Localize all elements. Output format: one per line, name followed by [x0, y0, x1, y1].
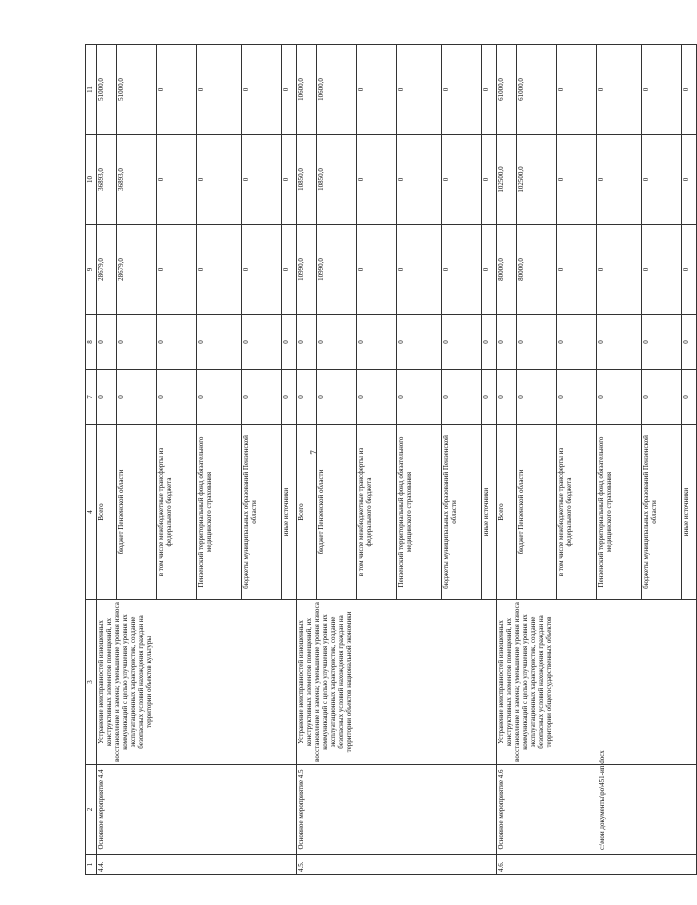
- activity-name: Основное мероприятие 4.5: [297, 765, 497, 855]
- value-cell: 0: [517, 315, 557, 370]
- value-cell: 0: [442, 370, 482, 425]
- value-cell: 10600,0: [297, 45, 317, 135]
- value-cell: 0: [397, 45, 442, 135]
- value-cell: 0: [517, 370, 557, 425]
- value-cell: 0: [557, 315, 597, 370]
- value-cell: 0: [197, 45, 242, 135]
- footer-file-path: c:\мои документы\ро\451-ип.docx: [598, 750, 606, 850]
- value-cell: 102500,0: [497, 135, 517, 225]
- funding-source: бюджет Пензенской области: [517, 425, 557, 600]
- value-cell: 0: [642, 135, 682, 225]
- value-cell: 0: [482, 370, 497, 425]
- value-cell: 0: [242, 370, 282, 425]
- value-cell: 0: [297, 370, 317, 425]
- value-cell: 0: [682, 370, 697, 425]
- value-cell: 0: [557, 225, 597, 315]
- value-cell: 0: [297, 315, 317, 370]
- value-cell: 0: [117, 370, 157, 425]
- row-number: 4.4.: [97, 855, 297, 875]
- value-cell: 61000,0: [497, 45, 517, 135]
- value-cell: 0: [442, 45, 482, 135]
- funding-source: Всего: [297, 425, 317, 600]
- activity-name: Основное мероприятие 4.6: [497, 765, 697, 855]
- header-cell: 8: [86, 315, 97, 370]
- value-cell: 0: [682, 135, 697, 225]
- value-cell: 0: [682, 315, 697, 370]
- funding-source: иные источники: [282, 425, 297, 600]
- header-cell: 1: [86, 855, 97, 875]
- header-cell: 2: [86, 765, 97, 855]
- value-cell: 0: [97, 370, 117, 425]
- value-cell: 0: [197, 225, 242, 315]
- value-cell: 10850,0: [297, 135, 317, 225]
- header-row: [86, 45, 97, 875]
- value-cell: 0: [442, 225, 482, 315]
- value-cell: 0: [442, 315, 482, 370]
- funding-source: Пензенский территориальный фонд обязательного медицинского страхования: [397, 425, 442, 600]
- header-cell: 10: [86, 135, 97, 225]
- funding-source: бюджеты муниципальных образований Пензенской области: [442, 425, 482, 600]
- value-cell: 51000,0: [97, 45, 117, 135]
- value-cell: 0: [597, 135, 642, 225]
- value-cell: 0: [197, 135, 242, 225]
- value-cell: 0: [317, 315, 357, 370]
- value-cell: 0: [682, 225, 697, 315]
- funding-source: бюджет Пензенской области: [117, 425, 157, 600]
- value-cell: 0: [282, 45, 297, 135]
- value-cell: 0: [597, 225, 642, 315]
- value-cell: 0: [557, 135, 597, 225]
- value-cell: 36893,0: [117, 135, 157, 225]
- value-cell: 0: [157, 315, 197, 370]
- activity-name: Основное мероприятие 4.4: [97, 765, 297, 855]
- value-cell: 0: [642, 225, 682, 315]
- value-cell: 0: [482, 315, 497, 370]
- funding-table: [85, 44, 697, 875]
- funding-source: Пензенский территориальный фонд обязательного медицинского страхования: [597, 425, 642, 600]
- value-cell: 0: [242, 225, 282, 315]
- table-row: [497, 45, 517, 875]
- page-number: 7: [308, 450, 319, 455]
- header-cell: 7: [86, 370, 97, 425]
- value-cell: 0: [597, 45, 642, 135]
- value-cell: 0: [597, 370, 642, 425]
- funding-source: иные источники: [482, 425, 497, 600]
- value-cell: 28679,0: [97, 225, 117, 315]
- value-cell: 0: [357, 370, 397, 425]
- funding-source: в том числе межбюджетные трансферты из федерального бюджета: [357, 425, 397, 600]
- funding-source: бюджеты муниципальных образований Пензенской области: [242, 425, 282, 600]
- value-cell: 0: [357, 45, 397, 135]
- header-cell: 4: [86, 425, 97, 600]
- value-cell: 0: [282, 370, 297, 425]
- value-cell: 0: [157, 45, 197, 135]
- value-cell: 0: [242, 135, 282, 225]
- value-cell: 0: [157, 370, 197, 425]
- value-cell: 0: [557, 45, 597, 135]
- value-cell: 0: [482, 135, 497, 225]
- funding-source: иные источники: [682, 425, 697, 600]
- value-cell: 0: [242, 45, 282, 135]
- row-number: 4.6.: [497, 855, 697, 875]
- value-cell: 0: [357, 135, 397, 225]
- value-cell: 0: [117, 315, 157, 370]
- activity-description: Устранение неисправностей изношенных конструктивных элементов помещений, их восстановление и замена; уменьшение уровня износа коммуникаций с целью улучшения уровня их эксплуатационных характеристик, создание безопасных условий нахождения граждан на территории объектов культуры: [97, 600, 297, 765]
- table-row: [297, 45, 317, 875]
- value-cell: 0: [682, 45, 697, 135]
- value-cell: 0: [397, 315, 442, 370]
- value-cell: 51000,0: [117, 45, 157, 135]
- value-cell: 0: [357, 225, 397, 315]
- value-cell: 0: [557, 370, 597, 425]
- value-cell: 80000,0: [497, 225, 517, 315]
- funding-source: в том числе межбюджетные трансферты из федерального бюджета: [157, 425, 197, 600]
- value-cell: 0: [642, 45, 682, 135]
- value-cell: 0: [282, 315, 297, 370]
- value-cell: 80000,0: [517, 225, 557, 315]
- value-cell: 0: [242, 315, 282, 370]
- activity-description: Устранение неисправностей изношенных конструктивных элементов помещений, их восстановление и замена; уменьшение уровня износа коммуникаций с целью улучшения уровня их эксплуатационных характеристик, создание безопасных условий нахождения граждан на территории общегосударственных объектов: [497, 600, 697, 765]
- value-cell: 0: [197, 370, 242, 425]
- value-cell: 0: [442, 135, 482, 225]
- header-cell: 3: [86, 600, 97, 765]
- value-cell: 0: [482, 225, 497, 315]
- value-cell: 0: [497, 315, 517, 370]
- value-cell: 102500,0: [517, 135, 557, 225]
- header-cell: 9: [86, 225, 97, 315]
- funding-source: Всего: [97, 425, 117, 600]
- value-cell: 0: [282, 225, 297, 315]
- activity-description: Устранение неисправностей изношенных конструктивных элементов помещений, их восстановление и замена; уменьшение уровня износа коммуникаций с целью улучшения уровня их эксплуатационных характеристик, создание безопасных условий нахождения граждан на территории объектов национальной экономики: [297, 600, 497, 765]
- value-cell: 61000,0: [517, 45, 557, 135]
- value-cell: 10600,0: [317, 45, 357, 135]
- value-cell: 0: [497, 370, 517, 425]
- funding-source: бюджеты муниципальных образований Пензенской области: [642, 425, 682, 600]
- value-cell: 0: [397, 225, 442, 315]
- funding-source: бюджет Пензенской области: [317, 425, 357, 600]
- value-cell: 10990,0: [317, 225, 357, 315]
- value-cell: 0: [397, 135, 442, 225]
- value-cell: 10990,0: [297, 225, 317, 315]
- value-cell: 0: [157, 225, 197, 315]
- value-cell: 0: [357, 315, 397, 370]
- value-cell: 0: [482, 45, 497, 135]
- row-number: 4.5.: [297, 855, 497, 875]
- value-cell: 28679,0: [117, 225, 157, 315]
- value-cell: 0: [197, 315, 242, 370]
- funding-source: Пензенский территориальный фонд обязательного медицинского страхования: [197, 425, 242, 600]
- value-cell: 0: [157, 135, 197, 225]
- value-cell: 36893,0: [97, 135, 117, 225]
- value-cell: 10850,0: [317, 135, 357, 225]
- value-cell: 0: [317, 370, 357, 425]
- funding-source: Всего: [497, 425, 517, 600]
- value-cell: 0: [282, 135, 297, 225]
- header-cell: 11: [86, 45, 97, 135]
- value-cell: 0: [642, 370, 682, 425]
- table-row: [97, 45, 117, 875]
- value-cell: 0: [97, 315, 117, 370]
- value-cell: 0: [642, 315, 682, 370]
- value-cell: 0: [597, 315, 642, 370]
- funding-source: в том числе межбюджетные трансферты из федерального бюджета: [557, 425, 597, 600]
- value-cell: 0: [397, 370, 442, 425]
